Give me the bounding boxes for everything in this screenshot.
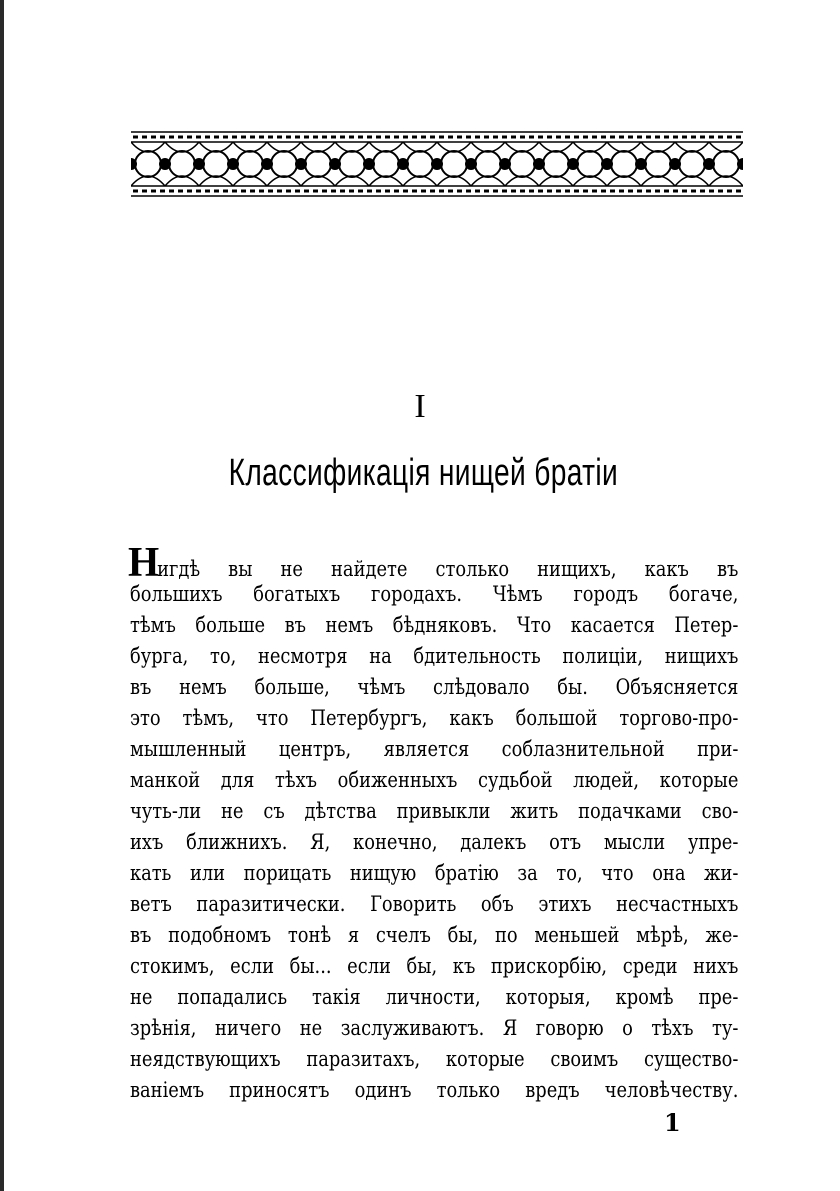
text-line: не попадались такiя личности, которыя, кромѣ пре- [130,985,739,1010]
text-line: манкой для тѣхъ обиженныхъ судьбой людей, которые [130,768,739,793]
drop-cap: Н [127,540,160,586]
text-line-rest: игдѣ вы не найдете столько нищихъ, какъ въ [157,557,739,582]
text-line: бурга, то, несмотря на бдительность полицiи, нищихъ [130,644,739,669]
header-ornament [131,128,743,200]
text-line: ихъ ближнихъ. Я, конечно, далекъ отъ мысли упре- [130,830,739,855]
text-line: въ подобномъ тонѣ я счелъ бы, по меньшей мѣрѣ, же- [130,923,739,948]
text-line: ветъ паразитически. Говорить объ этихъ несчастныхъ [130,892,739,917]
text-line: стокимъ, если бы... если бы, къ прискорбiю, среди нихъ [130,954,739,979]
body-text [127,540,739,1106]
text-line: мышленный центръ, является соблазнительной при- [130,737,739,762]
text-line: большихъ богатыхъ городахъ. Чѣмъ городъ богаче, [130,582,739,607]
chapter-title: Классификацiя нищей братiи [228,452,619,494]
chapter-number: I [414,388,426,425]
page-number: 1 [664,1108,681,1137]
text-line: неядствующихъ паразитахъ, которые своимъ существо- [130,1047,739,1072]
text-line: чуть-ли не съ дѣтства привыкли жить подачками сво- [130,799,739,824]
text-line [127,540,739,586]
text-line: тѣмъ больше въ немъ бѣдняковъ. Что касается Петер- [130,613,739,638]
text-line: зрѣнiя, ничего не заслуживаютъ. Я говорю о тѣхъ ту- [130,1016,739,1041]
text-line: въ немъ больше, чѣмъ слѣдовало бы. Объясняется [130,675,739,700]
page-edge [0,0,4,1191]
text-line: это тѣмъ, что Петербургъ, какъ большой торгово-про- [130,706,739,731]
text-line: кать или порицать нищую братiю за то, что она жи- [130,861,739,886]
text-line: ванiемъ приносятъ одинъ только вредъ человѣчеству. [130,1078,739,1103]
